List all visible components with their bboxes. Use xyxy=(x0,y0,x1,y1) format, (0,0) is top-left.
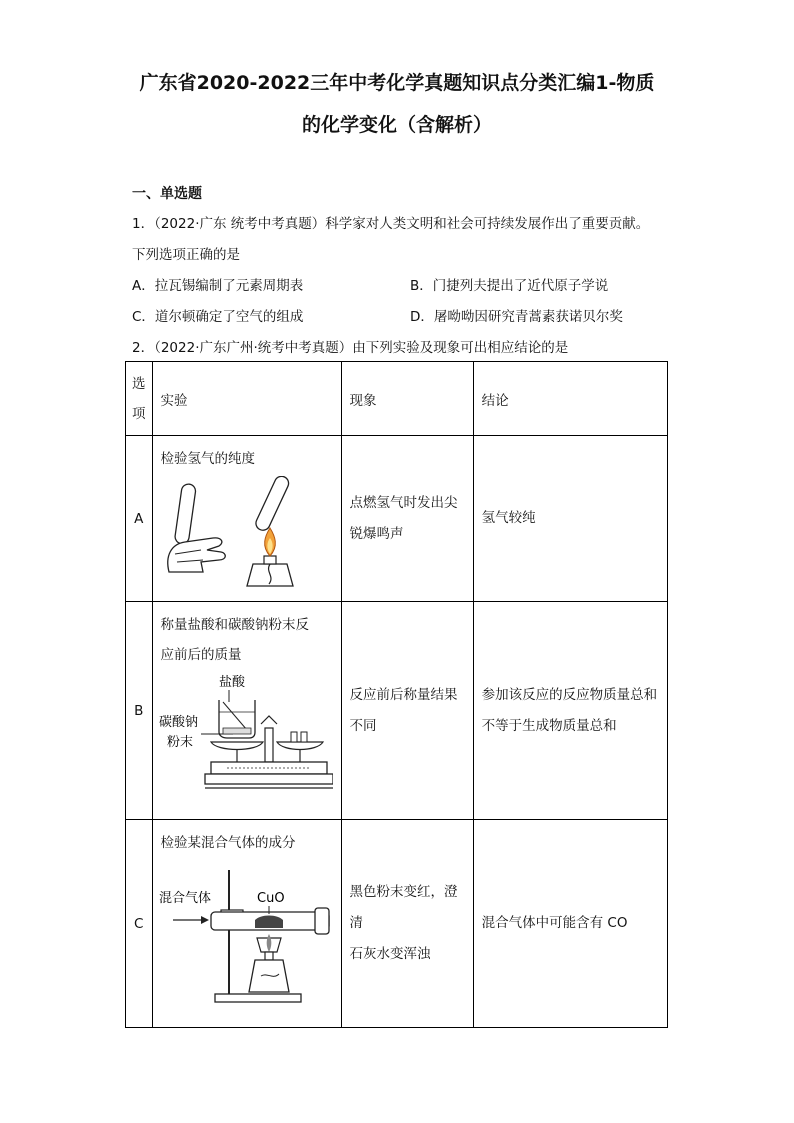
gas-analysis-apparatus-figure xyxy=(157,860,333,1006)
row-b-experiment-line2: 应前后的质量 xyxy=(160,647,242,663)
fig-label-powder: 粉末 xyxy=(166,735,193,750)
row-a-option: A xyxy=(126,436,153,602)
fig-label-sodium-carbonate: 碳酸钠 xyxy=(158,715,198,730)
row-b-option: B xyxy=(126,602,153,820)
row-a-conclusion-text: 氢气较纯 xyxy=(481,510,536,526)
fig-label-hydrochloric-acid: 盐酸 xyxy=(218,675,245,690)
fig-label-mixed-gas: 混合气体 xyxy=(158,891,211,906)
row-a-phenomenon-line2: 锐爆鸣声 xyxy=(349,525,404,542)
row-b-phenomenon xyxy=(341,602,473,820)
row-a-conclusion xyxy=(473,436,667,602)
fig-label-cuo: CuO xyxy=(256,891,285,906)
row-c-experiment-text: 检验某混合气体的成分 xyxy=(160,835,296,851)
table-row xyxy=(126,436,668,602)
row-b-experiment xyxy=(152,602,341,820)
q1-stem-line1: 1．（2022·广东 统考中考真题）科学家对人类文明和社会可持续发展作出了重要贡献。 xyxy=(132,216,650,232)
q1-option-c: C．道尔顿确定了空气的组成 xyxy=(132,309,304,325)
doc-title-line1: 广东省2020-2022三年中考化学真题知识点分类汇编1-物质 xyxy=(139,72,655,94)
header-phenomenon: 现象 xyxy=(341,362,473,436)
section-heading: 一、单选题 xyxy=(132,186,202,202)
header-option-line1: 选 xyxy=(132,375,146,392)
row-b-conclusion-line1: 参加该反应的反应物质量总和 xyxy=(481,686,658,703)
row-a-phenomenon xyxy=(341,436,473,602)
q1-option-a: A．拉瓦锡编制了元素周期表 xyxy=(132,278,304,294)
table-header-row xyxy=(126,362,668,436)
header-experiment: 实验 xyxy=(152,362,341,436)
row-c-phenomenon-line1: 黑色粉末变红，澄清 xyxy=(349,884,458,931)
hydrogen-purity-test-figure xyxy=(161,476,321,588)
row-b-conclusion xyxy=(473,602,667,820)
table-row xyxy=(126,820,668,1028)
row-a-phenomenon-line1: 点燃氢气时发出尖 xyxy=(349,494,458,511)
row-c-option: C xyxy=(126,820,153,1028)
header-option xyxy=(126,362,153,436)
row-c-phenomenon xyxy=(341,820,473,1028)
doc-title-line2: 的化学变化（含解析） xyxy=(301,114,492,136)
row-a-experiment-text: 检验氢气的纯度 xyxy=(160,451,255,467)
q2-stem: 2．（2022·广东广州·统考中考真题）由下列实验及现象可出相应结论的是 xyxy=(132,340,569,356)
row-b-phenomenon-line2: 不同 xyxy=(349,717,377,734)
table-row xyxy=(126,602,668,820)
q1-option-d: D．屠呦呦因研究青蒿素获诺贝尔奖 xyxy=(410,309,623,325)
row-c-conclusion xyxy=(473,820,667,1028)
row-b-experiment-line1: 称量盐酸和碳酸钠粉末反 xyxy=(160,617,309,633)
row-a-experiment xyxy=(152,436,341,602)
row-b-conclusion-line2: 不等于生成物质量总和 xyxy=(481,717,617,734)
row-c-experiment xyxy=(152,820,341,1028)
balance-figure xyxy=(157,672,333,796)
header-conclusion: 结论 xyxy=(473,362,667,436)
q1-stem-line2: 下列选项正确的是 xyxy=(132,247,240,263)
q2-table xyxy=(125,361,668,1028)
row-c-conclusion-text: 混合气体中可能含有 CO xyxy=(481,915,628,931)
header-option-line2: 项 xyxy=(132,405,146,422)
row-b-phenomenon-line1: 反应前后称量结果 xyxy=(349,686,458,703)
row-c-phenomenon-line2: 石灰水变浑浊 xyxy=(349,946,431,962)
q1-option-b: B．门捷列夫提出了近代原子学说 xyxy=(410,278,609,294)
